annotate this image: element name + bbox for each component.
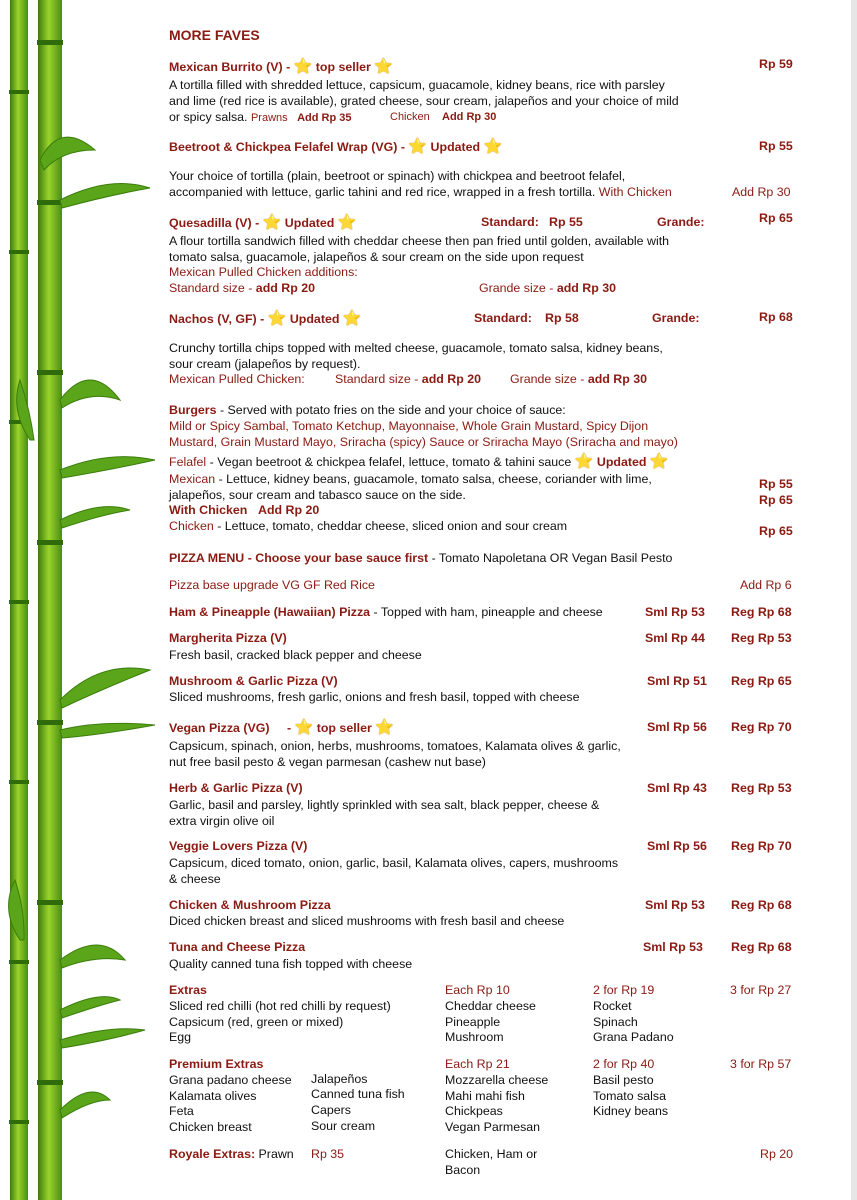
nachos-std-line (335, 372, 481, 387)
pizza-upgrade-price: Add Rp 6 (740, 578, 792, 592)
burgers-price-1: Rp 55 (759, 477, 793, 491)
extras-item: Sliced red chilli (hot red chilli by request) (169, 999, 391, 1013)
burgers-intro: - Served with potato fries on the side and your choice of sauce: (219, 403, 566, 417)
pizza-sml-price: Sml Rp 44 (645, 631, 705, 645)
royale-price: Rp 20 (760, 1147, 794, 1161)
pizza-upgrade: Pizza base upgrade VG GF Red Rice (169, 578, 375, 592)
pizza-reg-price: Reg Rp 68 (731, 898, 792, 912)
pizza-name: Tuna and Cheese Pizza (169, 940, 306, 954)
premium-item: Mahi mahi fish (445, 1089, 525, 1103)
royale-chicken-2: Bacon (445, 1163, 481, 1177)
quesadilla-standard-price: Rp 55 (549, 215, 583, 229)
pizza-title-line (169, 720, 394, 736)
nachos-desc-2: sour cream (jalapeños by request). (169, 357, 361, 371)
pizza-dash: - (286, 721, 292, 735)
burrito-title-line (169, 59, 393, 75)
burrito-chicken-add: Add Rp 30 (442, 111, 497, 123)
burgers-sauces-2: Mustard, Grain Mustard Mayo, Sriracha (spicy) Sauce or Sriracha Mayo (Sriracha and mayo) (169, 435, 678, 449)
pizza-menu-subtitle: - Tomato Napoletana OR Vegan Basil Pesto (431, 551, 673, 565)
pizza-reg-price: Reg Rp 68 (731, 940, 792, 954)
nachos-grd-line (510, 372, 647, 387)
pizza-name: Mushroom & Garlic Pizza (V) (169, 674, 338, 688)
pizza-desc: Capsicum, spinach, onion, herbs, mushrooms, tomatoes, Kalamata olives & garlic, (169, 739, 621, 753)
burrito-desc-3-line (169, 110, 352, 126)
nachos-badge: Updated (289, 312, 340, 326)
wrap-title: Beetroot & Chickpea Felafel Wrap (VG) (169, 140, 398, 154)
star-icon: ⭐ (262, 214, 282, 231)
nachos-std-size: Standard size - (335, 372, 419, 386)
premium-item: Mozzarella cheese (445, 1073, 549, 1087)
extras-item: Pineapple (445, 1015, 501, 1029)
royale-prawn: Prawn (258, 1147, 294, 1161)
quesadilla-grd-add: add Rp 30 (556, 281, 617, 295)
quesadilla-title-line (169, 215, 357, 231)
pizza-name: Herb & Garlic Pizza (V) (169, 781, 303, 795)
star-icon: ⭐ (342, 310, 362, 327)
extras-two: 2 for Rp 19 (593, 983, 655, 997)
premium-item: Canned tuna fish (311, 1087, 405, 1101)
pizza-reg-price: Reg Rp 70 (731, 720, 792, 734)
premium-item: Capers (311, 1103, 351, 1117)
premium-title: Premium Extras (169, 1057, 264, 1071)
wrap-desc-2-line (169, 185, 672, 200)
star-icon: ⭐ (483, 138, 503, 155)
pizza-sml-price: Sml Rp 56 (647, 839, 707, 853)
pizza-reg-price: Reg Rp 68 (731, 605, 792, 619)
premium-item: Basil pesto (593, 1073, 654, 1087)
premium-item: Tomato salsa (593, 1089, 666, 1103)
star-icon: ⭐ (294, 719, 314, 736)
burrito-badge: top seller (315, 60, 371, 74)
burrito-desc-2: and lime (red rice is available), grated cheese, sour cream, jalapeños and your choice of mild (169, 94, 679, 108)
page-edge (851, 0, 857, 1200)
quesadilla-standard-label: Standard: (481, 215, 539, 229)
extras-item: Egg (169, 1030, 192, 1044)
burgers-chicken-desc: - Lettuce, tomato, cheddar cheese, sliced onion and sour cream (217, 519, 568, 533)
star-icon: ⭐ (408, 138, 428, 155)
burrito-price: Rp 59 (759, 57, 793, 71)
extras-item: Rocket (593, 999, 632, 1013)
burgers-title-line (169, 403, 566, 418)
bamboo-decoration (0, 0, 160, 1200)
wrap-desc-1: Your choice of tortilla (plain, beetroot or spinach) with chickpea and beetroot felafel, (169, 169, 626, 183)
pizza-sml-price: Sml Rp 56 (647, 720, 707, 734)
quesadilla-std-size: Standard size - (169, 281, 253, 295)
pizza-reg-price: Reg Rp 65 (731, 674, 792, 688)
pizza-badge: top seller (316, 721, 372, 735)
nachos-desc-1: Crunchy tortilla chips topped with melted cheese, guacamole, tomato salsa, kidney beans, (169, 341, 663, 355)
nachos-grd-add: add Rp 30 (587, 372, 648, 386)
pizza-desc: Garlic, basil and parsley, lightly sprinkled with sea salt, black pepper, cheese & (169, 798, 600, 812)
burgers-mexican-desc-1: - Lettuce, kidney beans, guacamole, tomato salsa, cheese, coriander with lime, (218, 472, 652, 486)
star-icon: ⭐ (374, 58, 394, 75)
nachos-title-line (169, 311, 362, 327)
quesadilla-grande-price: Rp 65 (759, 211, 793, 225)
pizza-desc: Capsicum, diced tomato, onion, garlic, basil, Kalamata olives, capers, mushrooms (169, 856, 619, 870)
star-icon: ⭐ (337, 214, 357, 231)
premium-item: Jalapeños (311, 1072, 368, 1086)
burgers-chicken-price: Rp 65 (759, 524, 793, 538)
pizza-sml-price: Sml Rp 43 (647, 781, 707, 795)
star-icon: ⭐ (293, 58, 313, 75)
burgers-felafel: Felafel (169, 455, 207, 469)
pizza-sml-price: Sml Rp 53 (645, 898, 705, 912)
burgers-mexican: Mexican (169, 472, 216, 486)
burgers-sauces-1: Mild or Spicy Sambal, Tomato Ketchup, Mayonnaise, Whole Grain Mustard, Spicy Dijon (169, 419, 649, 433)
burrito-prawns: Prawns (250, 112, 288, 124)
section-title: MORE FAVES (169, 27, 260, 43)
pizza-inline-desc: - Topped with ham, pineapple and cheese (373, 605, 603, 619)
burgers-felafel-desc: - Vegan beetroot & chickpea felafel, lettuce, tomato & tahini sauce (209, 455, 572, 469)
wrap-price: Rp 55 (759, 139, 793, 153)
extras-three: 3 for Rp 27 (730, 983, 792, 997)
quesadilla-std-add: add Rp 20 (255, 281, 316, 295)
extras-title: Extras (169, 983, 207, 997)
burgers-price-2: Rp 65 (759, 493, 793, 507)
extras-item: Spinach (593, 1015, 638, 1029)
pizza-desc: extra virgin olive oil (169, 814, 275, 828)
premium-three: 3 for Rp 57 (730, 1057, 792, 1071)
pizza-menu-title-line (169, 551, 672, 566)
nachos-standard-price: Rp 58 (545, 311, 579, 325)
burgers-with-chicken-add: Add Rp 20 (258, 503, 320, 517)
extras-item: Grana Padano (593, 1030, 674, 1044)
pizza-reg-price: Reg Rp 53 (731, 781, 792, 795)
burgers-felafel-line (169, 454, 669, 470)
pizza-desc: nut free basil pesto & vegan parmesan (cashew nut base) (169, 755, 486, 769)
star-icon: ⭐ (375, 719, 394, 736)
burrito-prawns-add: Add Rp 35 (297, 112, 352, 124)
pizza-name: Chicken & Mushroom Pizza (169, 898, 331, 912)
pizza-reg-price: Reg Rp 53 (731, 631, 792, 645)
quesadilla-additions: Mexican Pulled Chicken additions: (169, 265, 358, 279)
quesadilla-grd-size: Grande size - (479, 281, 554, 295)
burgers-mexican-line (169, 472, 652, 487)
premium-item: Kidney beans (593, 1104, 669, 1118)
pizza-name: Veggie Lovers Pizza (V) (169, 839, 308, 853)
quesadilla-title: Quesadilla (V) - (169, 216, 260, 230)
burgers-mexican-desc-2: jalapeños, sour cream and tabasco sauce on the side. (169, 488, 466, 502)
nachos-title: Nachos (V, GF) - (169, 312, 265, 326)
star-icon: ⭐ (649, 453, 669, 470)
royale-chicken-1: Chicken, Ham or (445, 1147, 538, 1161)
extras-item: Mushroom (445, 1030, 504, 1044)
premium-item: Feta (169, 1104, 194, 1118)
quesadilla-desc-2: tomato salsa, guacamole, jalapeños & sour cream on the side upon request (169, 250, 584, 264)
burrito-chicken: Chicken (390, 111, 430, 123)
burgers-title: Burgers (169, 403, 217, 417)
quesadilla-grande-label: Grande: (657, 215, 705, 229)
pizza-name: Ham & Pineapple (Hawaiian) Pizza (169, 605, 371, 619)
nachos-std-add: add Rp 20 (421, 372, 482, 386)
premium-item: Sour cream (311, 1119, 376, 1133)
burgers-chicken: Chicken (169, 519, 214, 533)
star-icon: ⭐ (267, 310, 287, 327)
pizza-sml-price: Sml Rp 53 (645, 605, 705, 619)
star-icon: ⭐ (574, 453, 594, 470)
pizza-name: Vegan Pizza (VG) (169, 721, 270, 735)
quesadilla-grd-line (479, 281, 616, 296)
extras-each: Each Rp 10 (445, 983, 510, 997)
premium-item: Chickpeas (445, 1104, 503, 1118)
burrito-desc-1: A tortilla filled with shredded lettuce, capsicum, guacamole, kidney beans, rice with parsley (169, 78, 665, 92)
burrito-title: Mexican Burrito (V) (169, 60, 283, 74)
royale-line (169, 1147, 294, 1162)
pizza-sml-price: Sml Rp 53 (643, 940, 703, 954)
premium-item: Vegan Parmesan (445, 1120, 541, 1134)
pizza-desc: & cheese (169, 872, 221, 886)
nachos-grd-size: Grande size - (510, 372, 585, 386)
nachos-grande-label: Grande: (652, 311, 700, 325)
pizza-desc: Diced chicken breast and sliced mushrooms with fresh basil and cheese (169, 914, 565, 928)
quesadilla-desc-1: A flour tortilla sandwich filled with cheddar cheese then pan fried until golden, available with (169, 234, 670, 248)
pizza-reg-price: Reg Rp 70 (731, 839, 792, 853)
pizza-sml-price: Sml Rp 51 (647, 674, 707, 688)
wrap-chicken-add: Add Rp 30 (732, 185, 791, 199)
wrap-with-chicken: With Chicken (598, 185, 672, 199)
extras-item: Cheddar cheese (445, 999, 536, 1013)
pizza-desc: Quality canned tuna fish topped with cheese (169, 957, 413, 971)
premium-item: Kalamata olives (169, 1089, 257, 1103)
royale-title: Royale Extras: (169, 1147, 256, 1161)
burrito-dash: - (286, 60, 291, 74)
premium-item: Chicken breast (169, 1120, 252, 1134)
wrap-desc-2: accompanied with lettuce, garlic tahini and red rice, wrapped in a fresh tortilla. (169, 185, 596, 199)
wrap-badge: Updated (430, 140, 481, 154)
quesadilla-badge: Updated (284, 216, 335, 230)
extras-item: Capsicum (red, green or mixed) (169, 1015, 344, 1029)
quesadilla-std-line (169, 281, 315, 296)
burgers-with-chicken: With Chicken (169, 503, 248, 517)
nachos-standard-label: Standard: (474, 311, 532, 325)
burgers-chicken-line (169, 519, 567, 534)
wrap-dash: - (400, 140, 405, 154)
wrap-title-line (169, 139, 502, 155)
burrito-desc-3: or spicy salsa. (169, 110, 248, 124)
pizza-title-line (169, 605, 603, 620)
pizza-desc: Fresh basil, cracked black pepper and cheese (169, 648, 422, 662)
premium-each: Each Rp 21 (445, 1057, 510, 1071)
nachos-pulled: Mexican Pulled Chicken: (169, 372, 305, 386)
pizza-desc: Sliced mushrooms, fresh garlic, onions and fresh basil, topped with cheese (169, 690, 580, 704)
premium-item: Grana padano cheese (169, 1073, 292, 1087)
premium-two: 2 for Rp 40 (593, 1057, 655, 1071)
nachos-grande-price: Rp 68 (759, 310, 793, 324)
royale-prawn-price: Rp 35 (311, 1147, 345, 1161)
pizza-menu-title: PIZZA MENU - Choose your base sauce first (169, 551, 429, 565)
burgers-felafel-badge: Updated (596, 455, 647, 469)
pizza-name: Margherita Pizza (V) (169, 631, 287, 645)
